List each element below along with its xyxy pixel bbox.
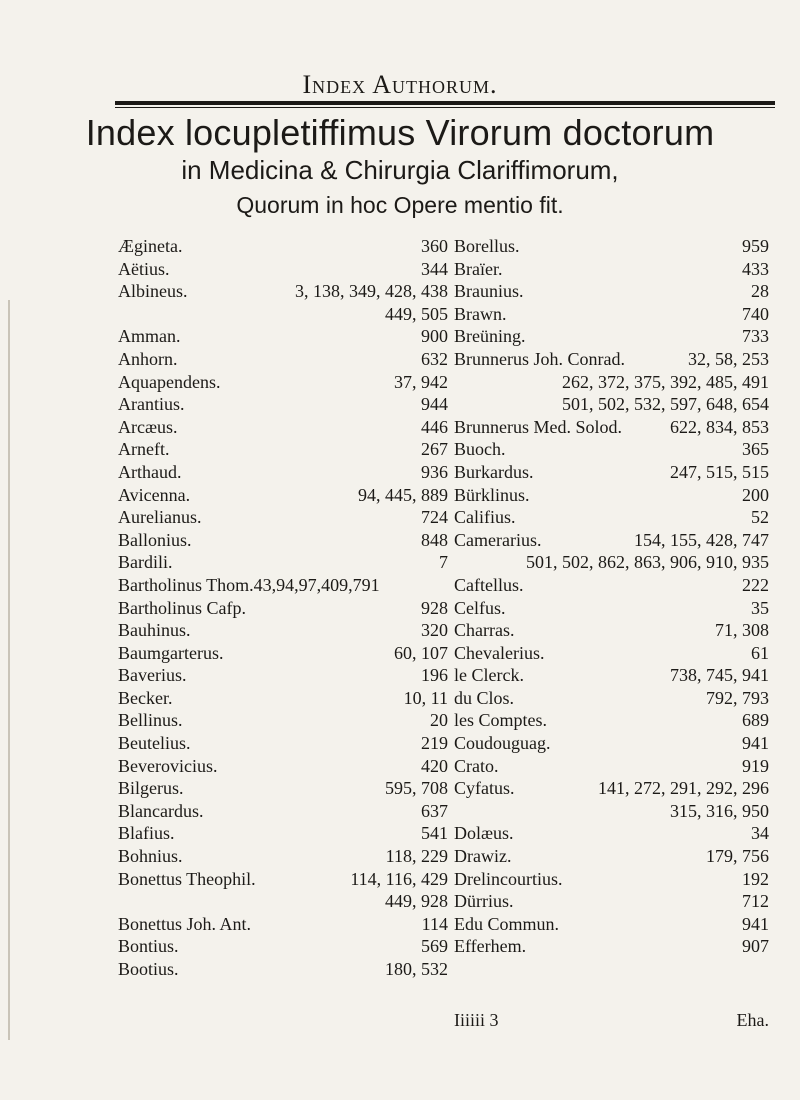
index-entry <box>454 778 769 801</box>
index-column-left <box>118 236 448 982</box>
entry-pages: 267 <box>421 439 448 460</box>
index-entry <box>118 688 448 711</box>
index-entry <box>118 869 448 892</box>
entry-pages: 200 <box>742 484 769 505</box>
index-entry <box>454 439 769 462</box>
index-entry <box>454 733 769 756</box>
entry-name: Charras. <box>454 620 515 641</box>
page-subtitle-2 <box>0 192 800 219</box>
entry-name: Bartholinus Cafp. <box>118 597 246 618</box>
entry-pages: 569 <box>421 936 448 957</box>
index-entry <box>454 507 769 530</box>
binding-shadow <box>8 300 10 1040</box>
entry-pages: 738, 745, 941 <box>670 665 769 686</box>
entry-pages: 446 <box>421 416 448 437</box>
index-entry <box>118 823 448 846</box>
entry-name: du Clos. <box>454 687 515 708</box>
entry-name: Albineus. <box>118 281 188 302</box>
entry-pages: 262, 372, 375, 392, 485, 491 <box>562 371 769 392</box>
entry-pages: 740 <box>742 303 769 324</box>
entry-name: Bellinus. <box>118 710 183 731</box>
entry-pages: 712 <box>742 891 769 912</box>
index-entry <box>118 507 448 530</box>
entry-pages: 944 <box>421 394 448 415</box>
entry-name: Bilgerus. <box>118 778 184 799</box>
entry-name: Beverovicius. <box>118 755 218 776</box>
entry-pages: 7 <box>439 552 448 573</box>
entry-pages: 595, 708 <box>385 778 448 799</box>
index-entry <box>118 598 448 621</box>
index-entry <box>118 936 448 959</box>
entry-name: Ballonius. <box>118 529 192 550</box>
entry-pages: 32, 58, 253 <box>688 348 769 369</box>
entry-pages: 219 <box>421 733 448 754</box>
entry-pages: 848 <box>421 529 448 550</box>
entry-name: Drawiz. <box>454 846 512 867</box>
index-entry <box>454 485 769 508</box>
entry-name: Anhorn. <box>118 348 178 369</box>
entry-name: Bontius. <box>118 936 179 957</box>
index-entry <box>118 620 448 643</box>
index-entry <box>118 778 448 801</box>
entry-name: Brunnerus Joh. Conrad. <box>454 348 625 369</box>
entry-name: Bardili. <box>118 552 173 573</box>
entry-name: Bauhinus. <box>118 620 191 641</box>
index-entry <box>118 394 448 417</box>
entry-name: Aquapendens. <box>118 371 221 392</box>
index-entry <box>118 349 448 372</box>
entry-name: Bonettus Theophil. <box>118 868 256 889</box>
entry-name: Arthaud. <box>118 461 182 482</box>
index-entry <box>454 417 769 440</box>
index-entry <box>118 236 448 259</box>
entry-name: Cyfatus. <box>454 778 515 799</box>
entry-pages: 344 <box>421 258 448 279</box>
index-entry <box>118 710 448 733</box>
entry-name: Crato. <box>454 755 499 776</box>
entry-name: Chevalerius. <box>454 642 545 663</box>
entry-pages: 501, 502, 862, 863, 906, 910, 935 <box>526 552 769 573</box>
index-entry <box>118 552 448 575</box>
entry-pages: 449, 928 <box>385 891 448 912</box>
entry-name: Buoch. <box>454 439 506 460</box>
entry-name: Bohnius. <box>118 846 183 867</box>
catchword: Eha. <box>736 1010 769 1030</box>
entry-pages: 10, 11 <box>403 687 448 708</box>
entry-pages: 689 <box>742 710 769 731</box>
index-entry <box>118 417 448 440</box>
entry-name: Aëtius. <box>118 258 170 279</box>
entry-pages: 936 <box>421 461 448 482</box>
entry-name: Braïer. <box>454 258 503 279</box>
entry-pages: 733 <box>742 326 769 347</box>
entry-pages: 907 <box>742 936 769 957</box>
entry-pages: 196 <box>421 665 448 686</box>
entry-pages: 501, 502, 532, 597, 648, 654 <box>562 394 769 415</box>
index-entry <box>454 394 769 417</box>
entry-name: le Clerck. <box>454 665 524 686</box>
entry-pages: 114 <box>421 913 448 934</box>
index-entry <box>454 598 769 621</box>
index-entry <box>118 665 448 688</box>
entry-name: Dolæus. <box>454 823 514 844</box>
entry-pages: 60, 107 <box>394 642 448 663</box>
entry-name: Avicenna. <box>118 484 191 505</box>
index-entry <box>454 914 769 937</box>
index-entry <box>118 439 448 462</box>
index-entry <box>118 326 448 349</box>
entry-pages: 222 <box>742 574 769 595</box>
entry-name: Ægineta. <box>118 236 183 256</box>
entry-name: Amman. <box>118 326 181 347</box>
index-entry <box>454 304 769 327</box>
entry-pages: 247, 515, 515 <box>670 461 769 482</box>
entry-name: Efferhem. <box>454 936 527 957</box>
index-entry <box>454 372 769 395</box>
index-entry <box>454 846 769 869</box>
entry-name: Edu Commun. <box>454 913 560 934</box>
entry-pages: 632 <box>421 348 448 369</box>
entry-pages: 622, 834, 853 <box>670 416 769 437</box>
entry-pages: 449, 505 <box>385 303 448 324</box>
entry-name: Brunnerus Med. Solod. <box>454 416 622 437</box>
entry-name: Bonettus Joh. Ant. <box>118 913 252 934</box>
entry-name: Califius. <box>454 507 516 528</box>
index-entry <box>454 259 769 282</box>
index-entry <box>118 530 448 553</box>
entry-pages: 315, 316, 950 <box>670 800 769 821</box>
entry-pages: 724 <box>421 507 448 528</box>
entry-pages: 52 <box>751 507 769 528</box>
entry-name: Aurelianus. <box>118 507 202 528</box>
entry-name: les Comptes. <box>454 710 547 731</box>
entry-name: Arcæus. <box>118 416 178 437</box>
entry-name: Bürklinus. <box>454 484 530 505</box>
entry-pages: 71, 308 <box>715 620 769 641</box>
index-entry <box>118 801 448 824</box>
entry-pages: 941 <box>742 913 769 934</box>
entry-name: Dürrius. <box>454 891 514 912</box>
index-entry <box>118 485 448 508</box>
index-entry <box>454 281 769 304</box>
entry-pages: 365 <box>742 439 769 460</box>
entry-name: Beutelius. <box>118 733 191 754</box>
page-subtitle: in Medicina & Chirurgia Clariffimorum, <box>181 155 619 185</box>
index-entry <box>118 372 448 395</box>
page-title: Index locupletiffimus Virorum doctorum <box>85 112 715 153</box>
entry-pages: 37, 942 <box>394 371 448 392</box>
index-entry <box>118 959 448 982</box>
index-entry <box>454 869 769 892</box>
entry-name: Breüning. <box>454 326 526 347</box>
index-entry <box>454 710 769 733</box>
index-entry <box>454 756 769 779</box>
entry-pages: 433 <box>742 258 769 279</box>
entry-pages: 928 <box>421 597 448 618</box>
entry-pages: 180, 532 <box>385 959 448 979</box>
index-entry <box>118 259 448 282</box>
entry-name: Becker. <box>118 687 173 708</box>
entry-pages: 637 <box>421 800 448 821</box>
entry-pages: 34 <box>751 823 769 844</box>
entry-pages: 35 <box>751 597 769 618</box>
index-entry <box>454 349 769 372</box>
index-entry <box>118 891 448 914</box>
entry-name: Baverius. <box>118 665 187 686</box>
index-entry <box>118 304 448 327</box>
running-head: Index Authorum. <box>302 70 498 99</box>
index-entry <box>454 236 769 259</box>
entry-pages: 141, 272, 291, 292, 296 <box>598 778 769 799</box>
entry-name: Arantius. <box>118 394 185 415</box>
index-entry <box>454 823 769 846</box>
entry-pages: 3, 138, 349, 428, 438 <box>295 281 448 302</box>
entry-name: Arneft. <box>118 439 170 460</box>
index-entry <box>118 846 448 869</box>
entry-pages: 919 <box>742 755 769 776</box>
index-entry <box>454 530 769 553</box>
index-entry <box>118 733 448 756</box>
entry-name: Camerarius. <box>454 529 542 550</box>
entry-name: Bootius. <box>118 959 179 979</box>
entry-name: Blancardus. <box>118 800 204 821</box>
index-entry <box>118 462 448 485</box>
entry-name: Borellus. <box>454 236 520 256</box>
index-entry <box>118 643 448 666</box>
entry-pages: 959 <box>742 236 769 256</box>
entry-name: Brawn. <box>454 303 507 324</box>
index-entry <box>118 281 448 304</box>
entry-name: Braunius. <box>454 281 524 302</box>
index-entry <box>454 936 769 959</box>
index-entry <box>454 643 769 666</box>
entry-pages: 114, 116, 429 <box>350 868 448 889</box>
index-entry <box>454 891 769 914</box>
index-entry <box>454 462 769 485</box>
entry-name: Caftellus. <box>454 574 524 595</box>
entry-pages: 118, 229 <box>385 846 448 867</box>
index-entry <box>454 575 769 598</box>
entry-name: Drelincourtius. <box>454 868 563 889</box>
entry-pages: 28 <box>751 281 769 302</box>
index-entry <box>454 688 769 711</box>
entry-pages: 20 <box>430 710 448 731</box>
entry-name: Baumgarterus. <box>118 642 224 663</box>
entry-pages: 541 <box>421 823 448 844</box>
entry-pages: 941 <box>742 733 769 754</box>
entry-pages: 192 <box>742 868 769 889</box>
entry-pages: 360 <box>421 236 448 256</box>
index-entry <box>118 914 448 937</box>
index-entry <box>118 756 448 779</box>
entry-pages: 900 <box>421 326 448 347</box>
entry-name: Bartholinus Thom.43,94,97,409,791 <box>118 574 380 595</box>
entry-pages: 320 <box>421 620 448 641</box>
entry-pages: 420 <box>421 755 448 776</box>
entry-pages: 792, 793 <box>706 687 769 708</box>
index-entry <box>454 801 769 824</box>
index-entry <box>118 575 448 598</box>
index-entry <box>454 552 769 575</box>
index-column-right <box>454 236 769 959</box>
entry-name: Blafius. <box>118 823 175 844</box>
signature-mark: Iiiiii 3 <box>454 1010 499 1030</box>
entry-pages: 94, 445, 889 <box>358 484 448 505</box>
entry-pages: 61 <box>751 642 769 663</box>
subtitle-2-text: Quorum in hoc Opere mentio fit. <box>236 192 564 218</box>
index-entry <box>454 665 769 688</box>
entry-name: Burkardus. <box>454 461 534 482</box>
index-entry <box>454 620 769 643</box>
entry-pages: 179, 756 <box>706 846 769 867</box>
header-rule-thick <box>115 101 775 105</box>
entry-name: Coudouguag. <box>454 733 551 754</box>
entry-pages: 154, 155, 428, 747 <box>634 529 769 550</box>
entry-name: Celfus. <box>454 597 506 618</box>
header-rule-thin <box>115 107 775 108</box>
index-entry <box>454 326 769 349</box>
